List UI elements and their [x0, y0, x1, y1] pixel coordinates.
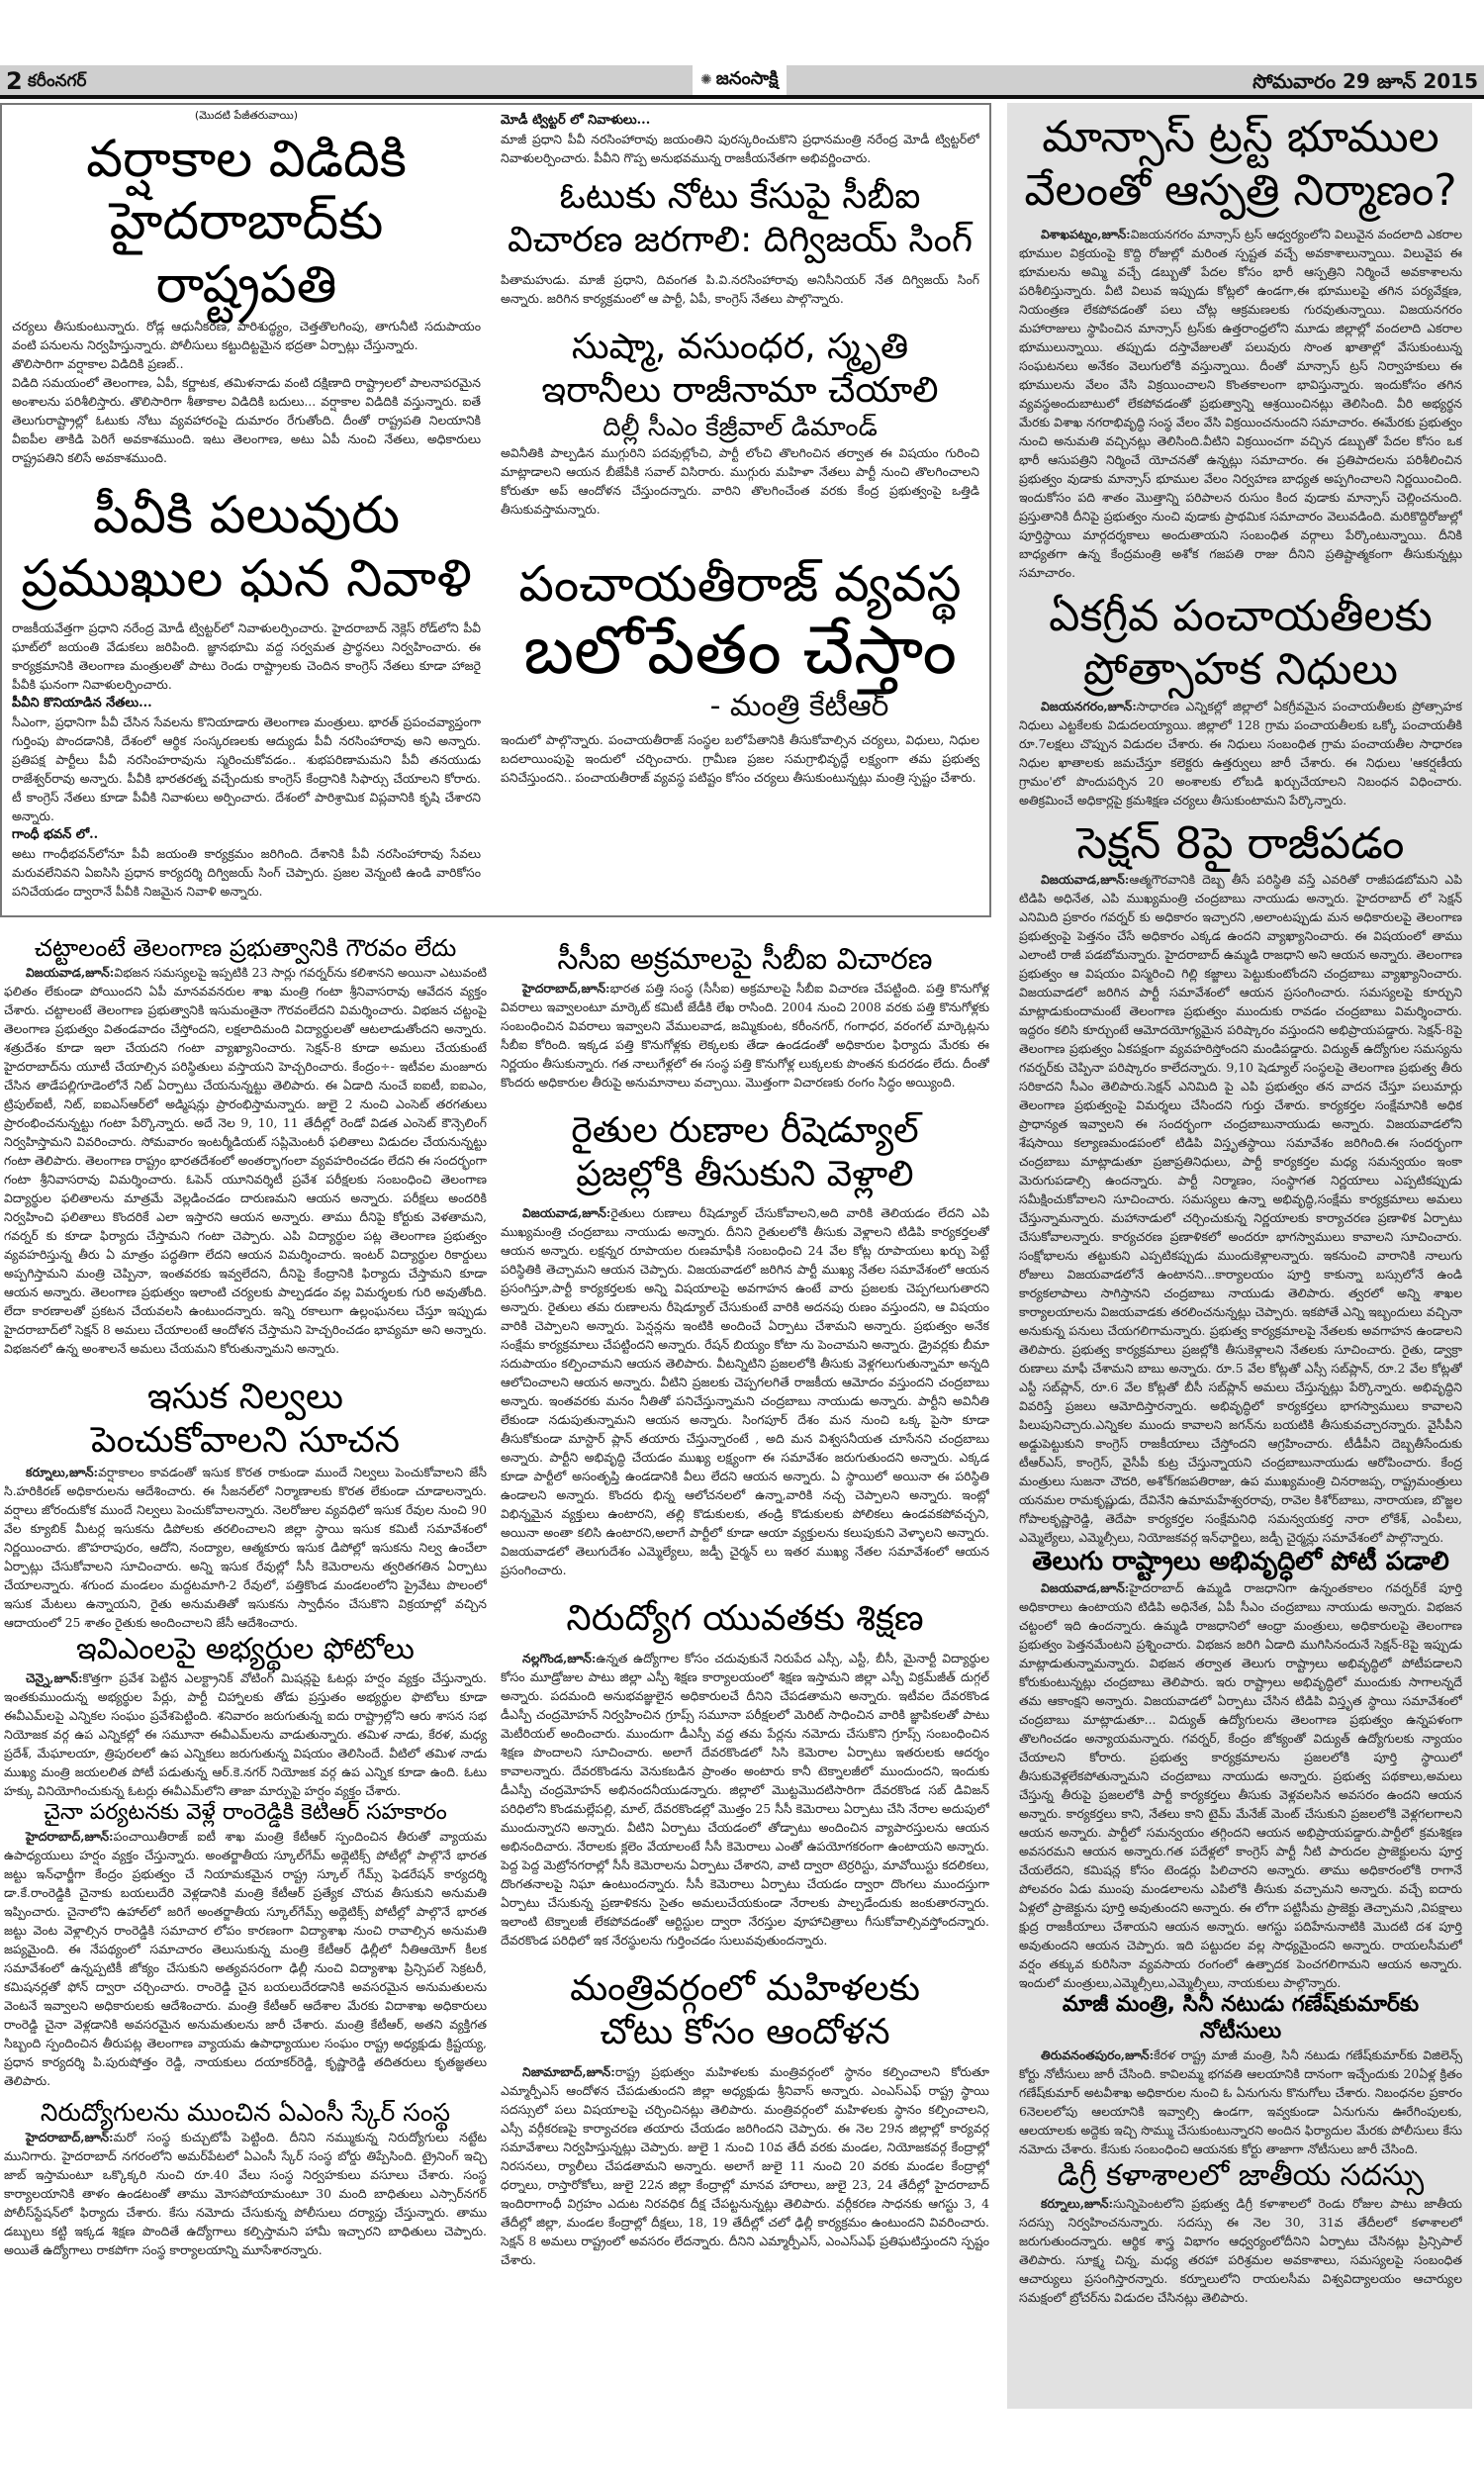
article-body: [4, 1827, 487, 2090]
article-text: మరో సంస్థ కుచ్చుటోపీ పెట్టింది. దీనిని నమ్ముకున్న నిరుద్యోగులు నట్టేట మునిగారు. హైదరాబాద్ నగరంలోని అమర్‌పేటలో ఏఎంసీ స్కేర్ సంస్థ బోర్డు తిప్పేసింది. ట్రైనింగ్ ఇచ్చి జాబ్ ఇస్తామంటూ ఒక్కొక్కరి నుంచి రూ.40 వేలు సంస్థ నిర్వహకులు వసూలు చేశారు. సంస్థ కార్యాలయానికి తాళం ఉండటంతో తాము మోసపోయామంటూ 30 మంది బాధితులు ఎస్సార్‌నగర్ పోలీస్‌స్టేషన్‌లో ఫిర్యాదు చేశారు. కేసు నమోదు చేసుకున్న పోలీసులు దర్యాప్తు చేస్తున్నారు. తాము డబ్బులు కట్టి ఇక్కడ శిక్షణ పొందితే ఉద్యోగాలు కల్పిస్తామని హామీ ఇచ్చారని బాధితులు చెప్పారు. అయితే ఉద్యోగాలు రాకపోగా సంస్థ కార్యాలయాన్ని మూసేశారన్నారు.: [4, 2130, 487, 2257]
dateline-place: విజయవాడ,జూన్:: [26, 965, 115, 981]
article-body: [4, 963, 487, 1358]
middle-column: [501, 942, 989, 2367]
box-left-column: [12, 107, 481, 913]
article-text: సాధారణ ఎన్నికల్లో జిల్లాలో ఏకగ్రీవమైన పంచాయతీలకు ప్రోత్సాహక నిధులు ఎట్టకేలకు విడుదలయ్యాయి. జిల్లాలో 128 గ్రామ పంచాయతీలకు ఒక్కో పంచాయతీకి రూ.7లక్షలు చొప్పున విడుదల చేశారు. ఈ నిధులు సంబంధిత గ్రామ పంచాయతీల సాధారణ నిధుల ఖాతాలకు జమచేస్తూ కలెక్టరు ఉత్తర్వులు జారీ చేశారు. ఈ నిధులు 'ఆకర్షణీయ గ్రామం'లో పొందుపర్చిన 20 అంశాలకు లోబడి ఖర్చుచేయాలని నిబంధన విధించారు. అతిక్రమించే అధికార్లపై క్రమశిక్షణ చర్యలు తీసుకుంటామని పేర్కొన్నారు.: [1019, 698, 1462, 808]
right-column: [1019, 111, 1462, 2403]
headline: నిరుద్యోగ యువతకు శిక్షణ: [566, 1598, 924, 1640]
headline: వేలంతో ఆస్పత్రి నిర్మాణం?: [1024, 164, 1457, 216]
article-body: మాజీ ప్రధాని పీవీ నరసింహారావు జయంతిని పురస్కరించుకొని ప్రధానమంత్రి నరేంద్ర మోడీ ట్విట్టర్‌లో నివాళులర్పించారు. పీవీని గొప్ప అనుభవమున్న రాజకీయనేతగా అభివర్ణించారు.: [501, 132, 979, 165]
dateline-place: నిజామాబాద్,జూన్:: [522, 2064, 615, 2080]
article-sand-stock: [4, 1376, 487, 1632]
headline: మంత్రివర్గంలో మహిళలకు: [570, 1968, 920, 2010]
article-body: రాజకీయవేత్తగా ప్రధాని నరేంద్ర మోడీ ట్విట్టర్‌లో నివాళులర్పించారు. హైదరాబాద్ నెక్లెస్ రోడ్‌లోని పీవీ ఘాట్‌లో జయంతి వేడుకలు జరిపింది. జ్ఞానభూమి వద్ద సర్వమత ప్రార్థనలు నిర్వహించారు. ఈ కార్యక్రమానికి తెలంగాణ మంత్రులతో పాటు రెండు రాష్ట్రాలకు చెందిన కాంగ్రెస్ నేతలు కూడా హాజరై పీవీకి ఘనంగా నివాళులర్పించారు.: [12, 620, 481, 693]
headline: పీవీకి పలువురు: [92, 486, 401, 546]
article-kejriwal-demand: [501, 326, 979, 519]
article-text: కొత్తగా ప్రవేశ పెట్టిన ఎలక్ట్రానిక్ వోటింగ్ మిషన్లపై ఓటర్లు హర్షం వ్యక్తం చేస్తున్నారు. ఇంతకుముందున్న అభ్యర్థుల పేర్లు, పార్టీ చిహ్నాలకు తోడు ప్రస్తుతం అభ్యర్థుల ఫొటోలు కూడా ఈవీఎమ్‌లపై ఎన్నికల సంఘం ప్రవేశపెట్టింది. శనివారం జరుగుతున్న ఐదు రాష్ట్రాల్లోని ఆరు శాసన సభ నియోజక వర్గ ఉప ఎన్నికల్లో ఈ సమూనా ఈవీఎమ్‌లను వాడుతున్నారు. తమిళ నాడు, కేరళ, మధ్య ప్రదేశ్, మేఘాలయా, త్రిపురలలో ఉప ఎన్నికలు జరుగుతున్న విషయం తెలిసిందే. వీటిలో తమిళ నాడు ముఖ్య మంత్రి జయలలిత పోటీ పడుతున్న ఆర్.కె.నగర్ నియోజక వర్గ ఉప ఎన్నిక కూడా ఉంది. ఓటు హక్కు వినియోగించుకున్న ఓటర్లు ఈవీఎమ్‌లోని తాజా మార్పుపై హర్షం వ్యక్తం చేశారు.: [4, 1669, 487, 1798]
article-digvijay-cbi: [501, 111, 979, 308]
article-evm-photos: [4, 1632, 487, 1800]
article-section8: [1019, 817, 1462, 1548]
article-women-cabinet: [501, 1967, 989, 2269]
headline: ఓటుకు నోటు కేసుపై సీబీఐ: [559, 176, 921, 217]
article-body: చర్యలు తీసుకుంటున్నారు. రోడ్ల ఆధునీకరణ, పారిశుద్ధ్యం, చెత్తతొలగింపు, తాగునీటి సదుపాయం వంటి పనులను నిర్వహిస్తున్నారు. పోలీసులు కట్టుదిట్టమైన భద్రతా ఏర్పాట్లు చేస్తున్నారు.: [12, 319, 481, 353]
article-amc-scare: [4, 2098, 487, 2260]
dateline-place: తిరువనంతపురం,జూన్:: [1041, 2046, 1155, 2062]
sun-rays-icon: ✺: [700, 72, 712, 88]
article-mansas-trust: [1019, 111, 1462, 582]
dateline-place: విజయవాడ,జూన్:: [1041, 872, 1130, 888]
article-youth-training: [501, 1597, 989, 1950]
article-body: [4, 1463, 487, 1632]
article-body: [501, 1203, 989, 1579]
article-body: [1019, 697, 1462, 809]
article-text: సున్నిపెంటలోని ప్రభుత్వ డిగ్రీ కళాశాలలో రెండు రోజుల పాటు జాతీయ సదస్సు నిర్వహించనున్నారు. సదస్సు ఈ నెల 30, 31వ తేదీలలో కళాశాలలో జరుగుతుందన్నారు. ఆర్థిక శాస్త్ర విభాగం ఆధ్వర్యంలోదీనిని ఏర్పాటు చేసినట్లు ప్రిన్సిపాల్ తెలిపారు. సూక్ష్మ చిన్న, మధ్య తరహా పరిశ్రమల అవకాశాలు, సమస్యలపై సంబంధిత ఆచార్యులు ప్రసంగిస్తారన్నారు. కర్నూలులోని రాయలసీమ విశ్వవిద్యాలయం ఆచార్యుల సమక్షంలో బ్రోచర్‌ను విడుదల చేసినట్లు తెలిపారు.: [1019, 2196, 1462, 2306]
article-body: పితామహుడు. మాజీ ప్రధాని, దివంగత పి.వి.నరసింహారావు అనిసీనియర్ నేత దిగ్విజయ్ సింగ్ అన్నారు. జరిగిన కార్యక్రమంలో ఆ పార్టీ, ఏపీ, కాంగ్రెస్ నేతలు పాల్గొన్నారు.: [501, 271, 979, 306]
headline: సీసీఐ అక్రమాలపై సీబీఐ విచారణ: [557, 942, 933, 977]
headline: ఇరానీలు రాజీనామా చేయాలి: [541, 369, 939, 411]
page-number: 2: [6, 67, 23, 95]
dateline-place: హైదరాబాద్,జూన్:: [26, 1828, 114, 1844]
headline: విచారణ జరగాలి: దిగ్విజయ్ సింగ్: [508, 219, 973, 260]
article-body: విడిది సమయంలో తెలంగాణ, ఏపీ, కర్ణాటక, తమిళనాడు వంటి దక్షిణాది రాష్ట్రాలలో పాలనాపరమైన అంశాలను పరిశీలిస్తారు. తొలిసారిగా శీతాకాల విడిదికి బదులు... వర్షాకాల విడిదికి వస్తున్నారు. ఐతే తెలుగురాష్ట్రాల్లో ఓటుకు నోటు వ్యవహారంపై దుమారం రేగుతోంది. దీంతో రాష్ట్రపతి నిలయానికి వీఐపీల తాకిడి పెరిగే అవకాశముంది. ఇటు తెలంగాణ, అటు ఏపీ నుంచి నేతలు, అధికారులు రాష్ట్రపతిని కలిసే అవకాశముంది.: [12, 375, 481, 466]
headline: సుష్మా, వసుంధర, స్మృతి: [571, 326, 909, 367]
article-cci-probe: [501, 942, 989, 1092]
dateline-place: హైదరాబాద్,జూన్:: [26, 2130, 114, 2144]
box-right-column: [501, 111, 979, 912]
dateline-place: కర్నూలు,జూన్:: [26, 1465, 99, 1480]
article-body: తొలిసారిగా వర్షాకాల విడిదికి ప్రణబ్..: [12, 356, 184, 372]
headline: చోటు కోసం ఆందోళన: [600, 2012, 890, 2053]
article-text: విజయనగరం మాన్సాస్ ట్రస్ ఆధ్వర్యంలోని విలువైన వందలాది ఎకరాల భూముల విక్రయంపై కొద్ది రోజుల్లో మరింత స్పష్టత వచ్చే అవకాశాలున్నాయి. విలువైప ఈ భూమలను అమ్మి వచ్చే డబ్బుతో పేదల కోసం భారీ ఆస్పత్రిని నిర్మించే అవకాశాలను పరిశీలిస్తున్నారు. వీటి విలువ ఇప్పుడు కోట్లలో ఉండగా,ఈ భూములపై తగిన పర్యవేక్షణ, నియంత్రణ లేకపోవడంతో పలు చోట్ల ఆక్రమణలకు గురవుతున్నాయి. విజయనగరం మహారాజులు స్థాపించిన మాన్సాస్ ట్రస్‌కు ఉత్తరాంధ్రలోని మూడు జిల్లాల్లో వందలాది ఎకరాల భూములున్నాయి. తప్పుడు దస్తావేజులతో పలువురు సొంత ఖాతాల్లో వేసుకుంటున్న సంఘటనలు అనేకం వెలుగులోకి వస్తున్నాయి. దీంతో మాన్సాస్ ట్రస్ నిర్వాహకులు ఈ భూములను వేలం వేసి విక్రయించాలని కొంతకాలంగా భావిస్తున్నారు. ఇందుకోసం తగిన వ్యవస్థఅందుబాటులో లేకపోవడంతో ప్రభుత్వాన్ని ఆశ్రయించినట్లు తెలిసింది. వీరి అభ్యర్థన మేరకు విశాఖ నగరాభివృద్ధి సంస్థ వేలం వేసి విక్రయించనుందని సమాచారం. ఈమేరకు ప్రభుత్వం నుంచి అనుమతి వచ్చినట్లు తెలిసింది.వీటిని విక్రయించగా వచ్చిన డబ్బుతో పేదల కోసం ఒక భారీ ఆసుపత్రిని నిర్మించే యోచనతో ఉన్నట్లు సమాచారం. ఈ ప్రతిపాదలను పరిశీలించిన ప్రభుత్వం వుడాకు మాన్సాస్ భూముల వేలం నిర్వహణ బాధ్యత అప్పగించాలని నిర్ణయించింది. ఇందుకోసం పది శాతం మొత్తాన్ని పరిపాలన రుసుం కింద వుడాకు మాన్సాస్ చెల్లించనుంది. ప్రస్తుతానికి దీనిపై ప్రభుత్వం నుంచి వుడాకు ప్రాథమిక సమాచారం వెలువడింది. మరికొద్దిరోజుల్లో పూర్తిస్థాయి మార్గదర్శకాలు అందుతాయని సంబంధిత వర్గాలు పేర్కొంటున్నాయి. దీనికి బాధ్యతగా ఉన్న కేంద్రమంత్రి అశోక గజపతి రాజు దీనిని ప్రతిష్టాత్మకంగా తీసుకున్నట్లు సమాచారం.: [1019, 227, 1462, 581]
dateline-place: విజయవాడ,జూన్:: [1041, 1580, 1130, 1596]
article-subhead: గాంధీ భవన్ లో..: [12, 827, 99, 843]
article-text: పంచాయితీరాజ్ ఐటీ శాఖ మంత్రి కేటీఆర్ స్పందించిన తీరుతో వ్యాయమ ఉపాధ్యయులు హర్షం వ్యక్తం చేస్తున్నారు. అంతర్జాతీయ స్కూల్‌గేమ్ అథ్లెటిక్స్ పోటీల్లో పాల్గొనే భారత జట్టు ఇన్‌ఛార్జీగా కేంద్రం ప్రభుత్వం చే నియామకమైన రాష్ట్ర స్కూల్ గేమ్స్ ఫెడరేషన్ కార్యదర్శి డా.కే.రాంరెడ్డికి చైనాకు బయలుదేరి వెళ్లడానికి మంత్రి కేటీఆర్ ప్రత్యేక చొరువ తీసుకుని అనుమతి ఇప్పించారు. చైనాలోని ఉహాల్‌లో జరిగే అంతర్జాతీయ స్కూల్‌గేమ్స్ అథ్లెటిక్స్ పోటీల్లో పాల్గొనే భారత జట్టు వెంట వెళ్లాల్సిన రాంరెడ్డికి సమాచార లోపం కారణంగా విద్యాశాఖ నుంచి రావాల్సిన అనుమతి జప్యమైంది. ఈ నేపథ్యంలో సమాచారం తెలుసుకున్న మంత్రి కేటీఆర్ ఢిల్లీలో నీతిఆయోగ్ కీలక సమావేశంలో ఉన్నప్పటికీ జోక్యం చేసుకుని అత్యవసరంగా ఢిల్లీ నుంచి విద్యాశాఖ ప్రిన్సిపల్ సెక్రటరీ, కమిషనర్లతో ఫోన్ ద్వారా చర్చించారు. రాంరెడ్డి చైన బయలుదేరడానికి అవసరమైన అనుమతులను వెంటనే ఇవ్వాలని అధికారులకు ఆదేశించారు. మంత్రి కేటీఆర్ ఆదేశాల మేరకు విదాశాఖ అధికారులు రాంరెడ్డి చైనా వెళ్లడానికి అవసరమైన అనుమతులను జారీ చేశారు. మంత్రి కేటీఆర్, అతని వ్యక్తిగత సిబ్బంది స్పందించిన తీరుపట్ల తెలంగాణ వ్యాయమ ఉపాధ్యాయుల సంఘం రాష్ట్ర అధ్యక్షుడు క్రిష్టయ్య, ప్రధాన కార్యదర్శి పి.పురుషోత్తం రెడ్డి, నాయకులు దయాకర్‌రెడ్డి, కృష్ణారెడ్డి తదితరులు కృతజ్ఞతలు తెలిపారు.: [4, 1828, 487, 2088]
article-text: విభజన సమస్యలపై ఇప్పటికి 23 సార్లు గవర్నర్‌ను కలిశానని అయినా ఎటువంటి ఫలితం లేకుండా పోయిందని ఏపీ మానవవనరుల శాఖ మంత్రి గంటా శ్రీనివాసరావు ఆవేదన వ్యక్తం చేశారు. చట్టాలంటే తెలంగాణ ప్రభుత్వానికి ఇసుమంతైనా గౌరవంలేదని విమర్శించారు. విభజన చట్టంపై తెలంగాణ ప్రభుత్వం వితండవాదం చేస్తోందని, లక్షలాదిమంది విద్యార్థులతో ఆటలాడుతోందని అన్నారు. శత్రుదేశం కూడా ఇలా చేయదని గంటా వ్యాఖ్యానించారు. సెక్షన్-8 కూడా అమలు చేయకుంటే హైదరాబాద్‌ను యూటీ చేయాల్సిన పరిస్థితులు వస్తాయని హెచ్చరించారు. కేంద్రం÷- ఇటీవల మంజూరు చేసిన తాడేపల్లిగూడెంలోనే నిట్ ఏర్పాటు చేయనున్నట్టు తెలిపారు. ఈ ఏడాది నుంచే ఐఐటీ, ఐఐఎం, ట్రిపుల్‌ఐటీ, నిట్, ఐఐఎస్‌ఆర్‌లో అడ్మిషన్లు ప్రారంభిస్తామన్నారు. జులై 2 నుంచి ఎంసెట్ తరగతులు ప్రారంభించనున్నట్టు గంటా పేర్కొన్నారు. అదే నెల 9, 10, 11 తేదీల్లో రెండో విడత ఎంసెట్ కౌన్సెలింగ్ నిర్వహిస్తామని వివరించారు. సోమవారం ఇంటర్మీడియట్ సప్లిమెంటరీ ఫలితాలు విడుదల చేయనున్నట్టు గంటా తెలిపారు. తెలంగాణ రాష్ట్రం భారతదేశంలో అంతర్భాగంలా వ్యవహరించడం లేదని ఈ సందర్భంగా గంటా శ్రీనివాసరావు విమర్శించారు. ఓపెన్ యూనివర్శిటీ ప్రవేశ పరీక్షలకు సంబంధించి తెలంగాణ విద్యార్థుల ఫలితాలను మాత్రమే వెల్లడించడం దారుణమని ఆయన అన్నారు. పరీక్షలు అందరికి నిర్వహించి ఫలితాలు కొందరికే ఎలా ఇస్తారని ఆయన అన్నారు. తాము దీనిపై కోర్టుకు వెళతామని, గవర్నర్ కు కూడా ఫిర్యాదు చేస్తామని గంటా చెప్పారు. ఎపి విద్యార్థుల పట్ల తెలంగాణ ప్రభుత్వం వ్యవహరిస్తున్న తీరు ఏ మాత్రం పద్ధతిగా లేదని ఆయన విమర్శించారు. ఇంటర్ విద్యార్థుల రికార్డులు అప్పగిస్తామని మంత్రి చెప్పినా, ఇంతవరకు ఇవ్వలేదని, దీనిపై కేంద్రానికి ఫిర్యాదు చేస్తామని కూడా ఆయన అన్నారు. తెలంగాణ ప్రభుత్వం ఇలాంటి చర్యలకు పాల్పడడం వల్ల విమర్శలకు గురి అవుతోంది. లేదా కారణాలతో ప్రకటన చేయవలసి ఉంటుందన్నారు. ఇన్ని రకాలుగా ఉల్లంఘనలు చేస్తూ ఇప్పుడు హైదరాబాద్‌లో సెక్షన్ 8 అమలు చేయాలంటే ఆందోళన చేస్తామని హెచ్చరించడం భావ్యమా అని అన్నారు. విభజనలో ఉన్న అంశాలనే అమలు చేయమని కోరుతున్నామని అన్నారు.: [4, 965, 487, 1357]
headline: ఇసుక నిల్వలు: [146, 1377, 344, 1418]
article-body: [1019, 870, 1462, 1547]
dateline: సోమవారం 29 జూన్ 2015: [1252, 69, 1478, 93]
logo-text: జనంసాక్షి: [715, 67, 779, 89]
headline: ఏకగ్రీవ పంచాయతీలకు: [1049, 591, 1433, 642]
article-telugu-states: [1019, 1547, 1462, 1992]
article-body: సీఎంగా, ప్రధానిగా పీవీ చేసిన సేవలను కొనియాడారు తెలంగాణ మంత్రులు. భారత్ ప్రపంచవ్యాప్తంగా గుర్తింపు పొందడానికి, దేశంలో ఆర్థిక సంస్కరణలకు ఆద్యుడు పీవీ నరసింహారావు అని అన్నారు. ప్రతిపక్ష పార్టీలు పీవీ నరసింహరావును స్మరించుకోవడం.. శుభపరిణామమని పీవీ తనయుడు రాజేశ్వర్‌రావు అన్నారు. పీవీకి భారతరత్న వచ్చేందుకు కాంగ్రెస్ కేంద్రానికి సిఫార్సు చేయాలని కోరారు. టీ కాంగ్రెస్ నేతలు కూడా పీవీకి నివాళులు అర్పించారు. దేశంలో పారిశ్రామిక విప్లవానికి కృషి చేశారని అన్నారు.: [12, 714, 481, 824]
article-text: హైదరాబాద్ ఉమ్మడి రాజధానిగా ఉన్నంతకాలం గవర్నర్‌కే పూర్తి అధికారాలు ఉంటాయని టిడిపి అధినేత, ఏపీ సీఎం చంద్రబాబు నాయుడు అన్నారు. విభజన చట్టంలో ఇది ఉందన్నారు. ఉమ్మడి రాజధానిలో ఆంధ్రా మంత్రులు, అధికారులపై తెలంగాణ ప్రభుత్వం పెత్తనమేంటని ప్రశ్నించారు. విభజన జరిగి ఏడాది ముగిసినందునే సెక్షన్-8పై ఇప్పుడు మాట్లాడుతున్నామన్నారు. విభజన తర్వాత తెలుగు రాష్ట్రాలు అభివృద్ధిలో పోటీపడాలని కోరుకుంటున్నట్లు చంద్రబాబు తెలిపారు. ఇరు రాష్ట్రాలు అభివృద్ధిలో ముందుకు సాగాలన్నదే తమ ఆకాంక్షని అన్నారు. విజయవాడలో ఏర్పాటు చేసిన టిడిపి విస్తృత స్థాయి సమావేశంలో చంద్రబాబు మాట్లాడుతూ... విద్యుత్ ఉద్యోగులను తెలంగాణ ప్రభుత్వం ఉన్నపళంగా తొలగించడం అన్యాయమన్నారు. గవర్నర్, కేంద్రం జోక్యంతో విద్యుత్ ఉద్యోగులకు న్యాయం చేయాలని కోరారు. ప్రభుత్వ కార్యక్రమాలను ప్రజలలోకి పూర్తి స్థాయిలో తీసుకువెళ్లలేకపోతున్నామని చంద్రబాబు నాయుడు అన్నారు. ప్రభుత్వ పథకాలు,అమలు చేస్తున్న తీరుపై ప్రజలలోకి పార్టీ కార్యకర్తలు తీసుకు వెళ్లవలసిన అవసరం ఉందని ఆయన అన్నారు. కార్యకర్తలు కాని, నేతలు కాని టైమ్ మేనేజ్ మెంట్ చేసుకుని ప్రజలలోకి వెళ్లగలగాలని ఆయన అన్నారు. పార్టీలో సమన్వయం తగ్గిందని ఆయన అభిప్రాయపడ్డారు.పార్టీలో క్రమశిక్షణ అవసరమని ఆయన అన్నారు.గత పదేళ్లలో కాంగ్రెస్ పార్టీ నీటి పారుదల ప్రాజెక్టులను పూర్త చేయలేదని, కమిషన్ల కోసం టెండర్లు పిలిచారని అన్నారు. తాము అధికారంలోకి రాగానే పోలవరం ఏడు ముంపు మండలాలను ఎపిలోకి తీసుకు వచ్చామని అన్నారు. వచ్చే ఐదారు ఏళ్లలో ప్రాజెక్టును పూర్తి అవుతుందని అన్నారు. ఈ లోగా పట్టిసీమ ప్రాజెక్టు తెచ్చామని ,విపక్షాలు క్షుద్ర రాజకీయాలు చేశాయని ఆయన అన్నారు. ఆగస్టు పదిహేనునాటికి మొదటి దశ పూర్తి అవుతుందని ఆయన చెప్పారు. ఇది పట్టుదల వల్ల సాధ్యమైందని అన్నారు. రాయలసీమలో వర్షం తక్కువ కురిసినా వ్యవసాయ రంగంలో ఉత్పాదక పెంచగలిగామని ఆయన అన్నారు. ఇందులో మంత్రులు,ఎమ్మెల్సీలు,ఎమ్మెల్సీలు, నాయకులు పాల్గొన్నారు.: [1019, 1580, 1462, 1991]
article-body: [4, 1668, 487, 1800]
headline: డిగ్రీ కళాశాలలో జాతీయ సదస్సు: [1057, 2157, 1425, 2193]
article-degree-college: [1019, 2158, 1462, 2308]
dateline-place: కర్నూలు,జూన్:: [1041, 2196, 1114, 2212]
article-andhra-minister: [4, 934, 487, 1358]
article-body: [1019, 2046, 1462, 2158]
article-ganesh-kumar: [1019, 1992, 1462, 2158]
article-body: [501, 2062, 989, 2269]
continued-kicker: (మొదటి పేజీతరువాయి): [194, 109, 299, 122]
headline: పంచాయతీరాజ్ వ్యవస్థ: [518, 554, 962, 613]
headline: బలోపేతం చేస్తాం: [523, 611, 957, 690]
article-body: అవినీతికి పాల్పడిన ముగ్గురిని పదవుల్లోంచి, పార్టీ లోంచి తొలగించిన తర్వాత ఈ విషయం గురించి మాట్లాడాలని ఆయన బీజేపీకి సవాల్ విసిరారు. ముగ్గురు మహిళా నేతలు పార్టీ నుంచి తొలగించాలని కోరుతూ అప్ ఆందోళన చేస్తుందన్నారు. వారిని తొలగించేంత వరకు కేంద్ర ప్రభుత్వంపై ఒత్తిడి తీసుకువస్తామన్నారు.: [501, 444, 979, 517]
article-body: [1019, 225, 1462, 582]
article-loan-reschedule: [501, 1109, 989, 1580]
article-ktr-panchayatraj: [501, 554, 979, 787]
article-text: రాష్ట్ర ప్రభుత్వం మహిళలకు మంత్రివర్గంలో స్థానం కల్పించాలని కోరుతూ ఎమ్మార్పీఎస్ ఆందోళన చేపడుతుందని జిల్లా అధ్యక్షుడు శ్రీనివాస్ అన్నారు. ఎంఎస్‌ఎఫ్ రాష్ట్ర స్థాయి సదస్సులో పలు విషయాలపై చర్చించినట్లు తెలిపారు. మంత్రివర్గంలో మహిళలకు స్థానం కల్పించాలని, ఎస్సీ వర్గీకరణపై కార్యాచరణ తయారు చేయడం జరిగిందని చెప్పారు. ఈ నెల 29న జిల్లాల్లో కార్యవర్గ సమావేశాలు నిర్వహిస్తున్నట్లు చెప్పారు. జులై 1 నుంచి 10వ తేదీ వరకు మండల, నియోజకవర్గ కేంద్రాల్లో నిరసనలు, ర్యాలీలు చేపడతామని అన్నారు. అలాగే జులై 11 నుంచి 20 వరకు మండల కేంద్రాల్లో ధర్నాలు, రాస్తారోకోలు, జులై 22న జిల్లా కేంద్రాల్లో మానవ హారాలు, జులై 23, 24 తేదీల్లో హైదరాబాద్ ఇందిరాగాంధీ విగ్రహం ఎదుట నిరవధిక దీక్ష చేపట్టనున్నట్లు తెలిపారు. వర్గీకరణ సాధనకు ఆగస్టు 3, 4 తేదీల్లో జిల్లా, మండల కేంద్రాల్లో దీక్షలు, 18, 19 తేదీల్లో చలో ఢిల్లీ కార్యక్రమం ఉంటుందని వివరించారు. సెక్షన్ 8 అమలు రాష్ట్రంలో అవసరం లేదన్నారు. దీనిని ఎమ్మార్పీఎస్, ఎంఎస్‌ఎఫ్ ప్రతిఘటిస్తుందని స్పష్టం చేశారు.: [501, 2064, 989, 2268]
headline: ఇవిఎంలపై అభ్యర్థుల ఫోటోలు: [76, 1632, 415, 1667]
dateline-place: హైదరాబాద్,జూన్:: [522, 980, 610, 996]
headline: చట్టాలంటే తెలంగాణ ప్రభుత్వానికి గౌరవం లేదు: [34, 934, 457, 962]
article-text: రైతులు రుణాలు రీషెడ్యూల్ చేసుకోవాలని,అది వారికి తెలియడం లేదని ఎపి ముఖ్యమంత్రి చంద్రబాబు నాయుడు అన్నారు. దీనిని రైతులలోకి తీసుకు వెళ్లాలని టిడిపి కార్యకర్తలతో ఆయన అన్నారు. లక్షన్నర రూపాయల రుణమాఫీకి సంబంధించి 24 వేల కోట్ల రూపాయలు ఖర్చు పెట్టే పరిస్థితికి తెచ్చామని ఆయన చెప్పారు. విజయవాడలో జరిగిన పార్టీ ముఖ్య నేతల సమావేశంలో ఆయన ప్రసంగిస్తూ,పార్టీ కార్యకర్తలకు అన్ని విషయాలపై అవగాహన ఉంటే వారు ప్రజలకు చెప్పగలుగుతారని అన్నారు. రైతులు తమ రుణాలను రీషెడ్యూల్ చేసుకుంటే వారికి అదనపు రుణం వస్తుందని, ఆ విషయం వారికి చెప్పాలని అన్నారు. పెన్షన్లను ఇంటికి అందించే ఏర్పాటు చేశామని అన్నారు. ప్రభుత్వం అనేక సంక్షేమ కార్యక్రమాలు చేపట్టిందని అన్నారు. రేషన్ బియ్యం కోటా ను పెంచామని అన్నారు. డ్రైవర్లకు బీమా సదుపాయం కల్పించామని ఆయన తెలిపారు. వీటన్నిటిని ప్రజలలోకి తీసుకు వెళ్లగలుగుతున్నామా అన్నది ఆలోచించాలని ఆయన అన్నారు. వీటిని ప్రజలకు చెప్పగలగితే రాజకీయ ఆమోదం వస్తుందని చంద్రబాబు అన్నారు. ఇంతవరకు మనం నీతితో పనిచేస్తున్నామని చంద్రబాబు నాయుడు అన్నారు. పార్టీని అవినీతి లేకుండా నడుపుతున్నామని ఆయన అన్నారు. సింగపూర్ దేశం మన నుంచి ఒక్క పైసా కూడా తీసుకోకుండా మాస్టార్ ప్లాన్ తయారు చేస్తున్నారంటే , అది మన విశ్వసనీయత చూసేనని చంద్రబాబు అన్నారు. పార్టీని అభివృద్ధి చేయడం ముఖ్య లక్ష్యంగా ఈ సమావేశం జరుగుతుందని అన్నారు. ఎక్కడ కూడా పార్టీలో అసంతృప్తి ఉండడానికి వీలు లేదని ఆయన అన్నారు. ఏ స్థాయిలో అయినా ఈ పరిస్థితి ఉండాలని అన్నారు. కొందరు భిన్న ఆలోచనలలో ఉన్నా,వారికి నచ్చ చెప్పాలని అన్నారు. ఇంట్లో విభిన్నమైన వ్యక్తులు ఉంటారని, తల్లి కొడుకులకు, తండ్రి కొడుకులకు పోలికలు ఉండవకపోవచ్చని, అయినా అంతా కలిసి ఉంటారని,అలాగే పార్టీలో కూడా ఆయా వ్యక్తులను కలుపుకుని వెళ్ళాలని అన్నారు. విజయవాడలో తెలుగుదేశం ఎమ్మెల్యేలు, జడ్పీ చైర్మన్ లు ఇతర ముఖ్య నేతల సమావేశంలో ఆయన ప్రసంగించారు.: [501, 1205, 989, 1578]
article-panchayat-funds: [1019, 590, 1462, 809]
headline: హైదరాబాద్‌కు రాష్ట్రపతి: [109, 192, 384, 315]
headline: రైతుల రుణాల రీషెడ్యూల్: [571, 1109, 919, 1151]
newspaper-logo: [693, 65, 787, 95]
article-body: [501, 979, 989, 1092]
headline: మాజీ మంత్రి, సినీ నటుడు గణేష్‌కుమార్‌కు నోటీసులు: [1062, 1992, 1420, 2044]
headline: ప్రజల్లోకి తీసుకుని వెళ్లాలి: [576, 1153, 914, 1194]
article-body: [4, 2128, 487, 2259]
headline: చైనా పర్యటనకు వెళ్లే రాంరెడ్డికి కెటిఆర్ సహకారం: [44, 1799, 447, 1825]
subheadline: దిల్లీ సీఎం కేజ్రీవాల్ డిమాండ్: [603, 412, 878, 442]
article-subhead: మోడీ ట్విట్టర్ లో నివాళులు...: [501, 113, 651, 128]
headline: సెక్షన్ 8పై రాజీపడం: [1076, 817, 1405, 869]
article-text: ఆత్మగౌరవానికి దెబ్బ తీసే పరిస్థితి వస్తే ఎవరితో రాజీపడబోమని ఎపి టిడిపి అధినేత, ఎపి ముఖ్యమంత్రి చంద్రబాబు నాయుడు అన్నారు. హైదరాబాద్ లో సెక్షన్ ఎనిమిది ప్రకారం గవర్నర్ కు అధికారం ఇచ్చారని ,అలాంటప్పుడు మన అధికారులపై తెలంగాణ ప్రభుత్వంపై పెత్తనం చేసే అధికారం ఎక్కడ ఉందని వ్యాఖ్యానించారు. ఈ విషయంలో తాము ఎలాంటి రాజీ పడబోమన్నారు. హైదరాబాద్ ఉమ్మడి రాజధాని అని ఆయన అన్నారు. తెలంగాణ ప్రభుత్వం ఆ విషయం విస్మరించి గిల్లి కజ్జాలు పెట్టుకుంటోందని చంద్రబాబు వ్యాఖ్యానించారు. విజయవాడలో జరిగిన పార్టీ సమావేశంలో ఆయన ప్రసంగించారు. సమస్యలపై కూర్చుని మాట్లాడుకుందామంటే తెలంగాణ ప్రభుత్వం ముందుకు రావడం చంద్రబాబు విమర్శించారు. ఇద్దరం కలిసి కూర్చుంటే ఆమోదయోగ్యమైన పరిష్కారం వస్తుందని అభిప్రాయపడ్డారు. సెక్షన్-8పై తెలంగాణ ప్రభుత్వం ఏకపక్షంగా వ్యవహరిస్తోందని మండిపడ్డారు. విద్యుత్ ఉద్యోగుల సమస్యను గవర్నర్‌కు చెప్పినా పరిష్కారం కాలేదన్నారు. 9,10 షెడ్యూల్ సంస్థలపై తెలంగాణ ప్రభుత్వ తీరు సరికాదని సీఎం తెలిపారు.సెక్షన్ ఎనిమిది పై ఎపి ప్రభుత్వం తన వాదన చేస్తూ పలుమార్లు తెలంగాణ ప్రభుత్వంపై విమర్శలు చేసిందని గుర్తు చేశారు. కార్యకర్తల సంక్షేమానికి అధిక ప్రాధాన్యత ఇవ్వాలని ఈ సందర్భంగా చంద్రబాబునాయుడు అన్నారు. విజయవాడలోని శేషసాయి కల్యాణమండపంలో టిడిపి విస్తృతస్థాయి సమావేశం జరిగింది.ఈ సందర్భంగా చంద్రబాబు మాట్లాడుతూ ప్రజాప్రతినిధులు, పార్టీ కార్యకర్తల మధ్య సమన్వయం ఇంకా మెరుగుపడాల్సి ఉందన్నారు. పార్టీ నిర్మాణం, సంస్థాగత నిర్ణయాలు ఎప్పటికప్పుడు సమీక్షించుకోవాలని సూచించారు. సమస్యలు ఉన్నా అభివృద్ధి,సంక్షేమ కార్యక్రమాలు అమలు చేస్తున్నామన్నారు. మహానాడులో చర్చించుకున్న నిర్ణయాలకు కార్యాచరణ ప్రణాళిక ఏర్పాటు చేసుకోవాలన్నారు. కార్యచరణ ప్రణాళికలో అందరూ భాగస్వాములు కావాలని సూచించారు. సంక్షోభాలను తట్టుకుని ఎప్పటికప్పుడు ముందుకెళ్లాలన్నారు. ఇకనుంచి వారానికి నాలుగు రోజులు విజయవాడలోనే ఉంటానని...కార్యాలయం పూర్తి కాకున్నా బస్సులోనే ఉండి కార్యకలాపాలు సాగిస్తానని చంద్రబాబు నాయుడు తెలిపారు. త్వరలో అన్ని శాఖల కార్యాలయాలను విజయవాడకు తరలించనున్నట్లు చెప్పారు. ఇకపోతే ఎన్ని ఇబ్బందులు వచ్చినా అనుకున్న పనులు చేయగలిగామన్నారు. ప్రభుత్వ కార్యక్రమాలపై నేతలకు అవగాహన ఉండాలని తెలిపారు. ప్రభుత్వ కార్యక్రమాలు ప్రజల్లోకి తీసుకెళ్లాలని నేతలకు సూచించారు. రైతు, డ్వాక్రా రుణాలు మాఫీ చేశామని బాబు అన్నారు. రూ.5 వేల కోట్లతో ఎస్సీ సబ్‌ప్లాన్, రూ.2 వేల కోట్లతో ఎస్టీ సబ్‌ప్లాన్, రూ.6 వేల కోట్లతో బీసీ సబ్‌ప్లాన్ అమలు చేస్తున్నట్లు పేర్కొన్నారు. అభివృద్ధిని వివరిస్తే ప్రజలు ఆమోదిస్తారన్నారు. అభివృద్ధిలో కార్యకర్తలు భాగస్వాములు కావాలని పిలుపునిచ్చారు.ఎన్నికల ముందు కావాలని జగన్‌ను బయటికి తీసుకువచ్చారన్నారు. వైసీపీని అడ్డుపెట్టుకుని కాంగ్రెస్ రాజకీయాలు చేస్తోందని ఆగ్రహించారు. టీడీపీని దెబ్బతీసేందుకు టీఆర్ఎస్, కాంగ్రెస్, వైసీపీ కుట్ర చేస్తున్నాయని చంద్రబాబునాయుడు ఆరోపించారు. కేంద్ర మంత్రులు సుజనా చౌదరి, అశోక్‌గజపతిరాజు, ఉప ముఖ్యమంత్రి చినరాజప్ప, రాష్ట్రమంత్రులు యనమల రామకృష్ణుడు, దేవినేని ఉమామహేశ్వరరావు, రావెల కిశోర్‌బాబు, నారాయణ, బొజ్జల గోపాలకృష్ణారెడ్డి, తెదేపా కార్యకర్తల సంక్షేమనిధి సమన్వయకర్త నారా లోకేశ్, ఎంపీలు, ఎమ్మెల్యేలు, ఎమ్మెల్సీలు, నియోజకవర్గ ఇన్‌ఛార్జిలు, జడ్పీ చైర్మన్లు సమావేశంలో పాల్గొన్నారు.: [1019, 872, 1462, 1546]
article-pv-tribute: [12, 485, 481, 901]
dateline-place: విజయనగరం,జూన్:: [1041, 698, 1137, 714]
headline: పెంచుకోవాలని సూచన: [91, 1420, 400, 1462]
article-body: [1019, 1578, 1462, 1992]
article-president-visit: [12, 109, 481, 467]
headline: నిరుద్యోగులను ముంచిన ఏఎంసీ స్కేర్ సంస్థ: [40, 2097, 451, 2127]
article-subhead: పీవీని కొనియాడిన నేతలు...: [12, 696, 152, 712]
left-column: [4, 934, 487, 2369]
dateline-place: విశాఖపట్నం,జూన్:: [1041, 227, 1131, 242]
article-text: కేరళ రాష్ట్ర మాజీ మంత్రి, సినీ నటుడు గణేష్‌కుమార్‌కు విజిలెన్స్ కోర్టు నోటీసులు జారీ చేసింది. కావిలమ్మ భగవతి ఆలయానికి దానంగా ఇచ్చేందుకు 20ఏళ్ల క్రితం గణేష్‌కుమార్ అటవీశాఖ అధికారుల నుంచి ఓ ఏనుగును కొనుగోలు చేశారు. నిబంధనల ప్రకారం 6నెలలలోపు ఆలయానికి ఇవ్వాల్సి ఉండగా, ఇవ్వకుండా ఏనుగును ఊరేగింపులకు, ఆలయాలకు అద్దెకు ఇచ్చి సొమ్ము చేసుకుంటున్నారని అందిన ఫిర్యాదుల మేరకు పోలీసులు కేసు నమోదు చేశారు. కేసుకు సంబంధించి ఆయనకు కోర్టు తాజాగా నోటీసులు జారీ చేసింది.: [1019, 2046, 1462, 2156]
article-body: [1019, 2194, 1462, 2307]
headline: వర్షాకాల విడిదికి: [86, 130, 407, 189]
headline: మాన్సాస్ ట్రస్ట్ భూముల: [1042, 112, 1439, 162]
article-text: వర్షాకాలం కావడంతో ఇసుక కొరత రాకుండా ముందే నిల్వలు పెంచుకోవాలని జేసీ సి.హరికిరణ్ అధికారులను ఆదేశించారు. ఈ సీజనల్‌లో నిర్మాణాలకు కొరత లేకుండా చూడాలన్నారు. వర్షాలు జోరందుకోక ముందే నిల్వలు పెంచుకోవాలన్నారు. నెలరోజుల వ్యవధిలో ఇసుక రేవుల నుంచి 90 వేల క్యూబిక్ మీటర్ల ఇసుకను డిపోలకు తరలించాలని జిల్లా స్థాయి ఇసుక కమిటీ సమావేశంలో నిర్ణయించారు. జొహరాపురం, ఆదోని, నంద్యాల, ఆత్మకూరు ఇసుక డిపోల్లో ఇసుకను నిల్వ ఉంచేలా ఏర్పాట్లు చేసుకోవాలని సూచించారు. అన్ని ఇసుక రేవుల్లో సీసీ కెమెరాలను త్వరితగతిన ఏర్పాటు చేయాలన్నారు. శగుంద మండలం మద్దటమాగి-2 రేవులో, పత్తికొండ మండలంలోని ప్రైవేటు పొలంలో ఇసుక మేటలు ఉన్నాయని, రైతు అనుమతితో ఇసుకను స్వాధీనం చేసుకొని విక్రయాల్లో వచ్చిన ఆదాయంలో 25 శాతం రైతుకు అందించాలని జేసీ ఆదేశించారు.: [4, 1465, 487, 1631]
article-body: అటు గాంధీభవన్‌లోనూ పీవీ జయంతి కార్యక్రమం జరిగింది. దేశానికి పీవీ నరసింహారావు సేవలు మరువలేనివని ఏఐసిసి ప్రధాన కార్యదర్శి దిగ్విజయ్ సింగ్ చెప్పారు. ప్రజల వెన్నంటి ఉండి వారికోసం పనిచేయడం ద్వారానే పీవీకి నిజమైన నివాళి అన్నారు.: [12, 846, 481, 900]
headline: ప్రముఖుల ఘన నివాళి: [21, 548, 472, 609]
headline: తెలుగు రాష్ట్రాలు అభివృద్ధిలో పోటీ పడాలి: [1032, 1547, 1449, 1577]
article-text: భారత పత్తి సంస్థ (సీసీఐ) అక్రమాలపై సీబీఐ విచారణ చేపట్టింది. పత్తి కొనుగోళ్ల వివరాలు ఇవ్వాలంటూ మార్కెట్ కమిటీ జేడీకి లేఖ రాసింది. 2004 నుంచి 2008 వరకు పత్తి కొనుగోళ్లకు సంబంధించిన వివరాలు ఇవ్వాలని వేములవాడ, జమ్మికుంట, కరీంనగర్, గంగాధర, వరంగల్ మార్కెట్లను సీబీఐ కోరింది. ఇక్కడ పత్తి కొనుగోళ్లకు లెక్కలకు తేడా ఉండడంతో అధికారుల ఫిర్యాదు మేరకు ఈ నిర్ణయం తీసుకున్నారు. గత నాలుగేళ్లలో ఈ సంస్థ పత్తి కొనుగోళ్ల లుక్కలకు పొంతన కుదరడం లేదు. దీంతో కొందరు అధికారుల తీరుపై అనుమానాలు వచ్చాయి. మొత్తంగా విచారణకు రంగం సిద్ధం అయ్యింది.: [501, 980, 989, 1090]
dateline-place: విజయవాడ,జూన్:: [522, 1205, 611, 1221]
article-china-tour: [4, 1800, 487, 2090]
dateline-place: చెన్నై,జూన్:: [26, 1669, 83, 1685]
edition-name: కరీంనగర్: [28, 71, 87, 91]
headline: ప్రోత్సాహక నిధులు: [1083, 644, 1398, 696]
byline: - మంత్రి కేటీఆర్: [709, 688, 889, 723]
dateline-place: నల్లగొండ,జూన్:: [522, 1651, 597, 1666]
article-body: [501, 1649, 989, 1950]
article-text: ఉన్నత ఉద్యోగాల కోసం చదువుకునే నిరుపేద ఎస్సీ, ఎస్టీ, బీసీ, మైనార్టీ విద్యార్థుల కోసం మూడ్రోజుల పాటు జిల్లా ఎస్పీ శిక్షణ కార్యాలయంలో శిక్షణ ఇస్తామని జిల్లా ఎస్పీ విక్రమ్‌జీత్ దుగ్గల్ అన్నారు. పదమంది అనుభవజ్ఞులైన అధికారులచే దీనిని చేపడతామని అన్నారు. ఇటీవల దేవరకొండ డీఎస్పీ చంద్రమోహన్ నిర్వహించిన గ్రూప్స్ సమూనా పరీక్షలలో మెరిట్ సాధించిన వారికి జ్ఞాపికలతో పాటు మెటీరియల్ అందించారు. ముందుగా డీఎస్పీ వద్ద తమ పేర్లను నమోదు చేసుకొని గ్రూప్స్ సంబంధించిన శిక్షణ పొందాలని సూచించారు. అలాగే దేవరకొండలో సిసి కెమెరాల ఏర్పాటు ఇతరులకు ఆదర్శం కావాలన్నారు. దేవరకొండను వెనుకబడిన ప్రాంతం అంటారు కానీ టెక్నాలజీలో ముందుందని, ఇందుకు డీఎస్పీ చంద్రమోహన్ అభినందనీయుడన్నారు. జిల్లాలో మొట్టమొదటిసారిగా దేవరకొండ సబ్ డివిజన్ పరిధిలోని కొండమల్లేపల్లి, మాల్, దేవరకొండల్లో మొత్తం 25 సీసీ కెమెరాలు ఏర్పాటు చేసి నేరాల అదుపులో ముందున్నారని అన్నారు. వీటిని ఏర్పాటు చేయడంలో తోడ్పాటు అందించిన వ్యాపారస్తులను ఆయన అభినందిచారు. నేరాలకు క్లలెం వేయాలంటే సీసీ కెమెరాలు ఎంతో ఉపయోగకరంగా ఉంటాయని అన్నారు. పెద్ద పెద్ద మెట్రోనగరాల్లో సీసీ కెమెరాలను ఏర్పాటు చేశారని, వాటి ద్వారా టెర్రరిస్టు, మావోయిస్టు కదలికలు, దొంగతనాలపై నిఘా ఉంటుందన్నారు. సీసీ కెమెరాలు ఏర్పాటు చేయడం ద్వారా దొంగలు ముందస్తుగా ఏర్పాటు చేసుకున్న ప్రణాళికను సైతం అమలుచేయకుండా నేరాలకు పాల్పడేందుకు జంకుతారన్నారు. ఇలాంటి టెక్నాలజీ లేకపోవడంతో ఆర్టిస్టుల ద్వారా నేరస్తుల వూహాచిత్రాలు గీసుకోవాల్సివస్తోందన్నారు. దేవరకొండ పరిధిలో ఇక నేరస్థులను గుర్తించడం సులువవుతుందన్నారు.: [501, 1651, 989, 1949]
article-body: ఇందులో పాల్గొన్నారు. పంచాయతీరాజ్ సంస్థల బలోపేతానికి తీసుకోవాల్సిన చర్యలు, విధులు, నిధుల బదలాయింపుపై ఇందులో చర్చించారు. గ్రామీణ ప్రజల సమగ్రాభివృద్ధే లక్ష్యంగా తమ ప్రభుత్వ పనిచేస్తుందని.. పంచాయతీరాజ్ వ్యవస్థ పటిష్టం కోసం చర్యలు తీసుకుంటున్నట్లు మంత్రి స్పష్టం చేశారు.: [501, 731, 979, 785]
